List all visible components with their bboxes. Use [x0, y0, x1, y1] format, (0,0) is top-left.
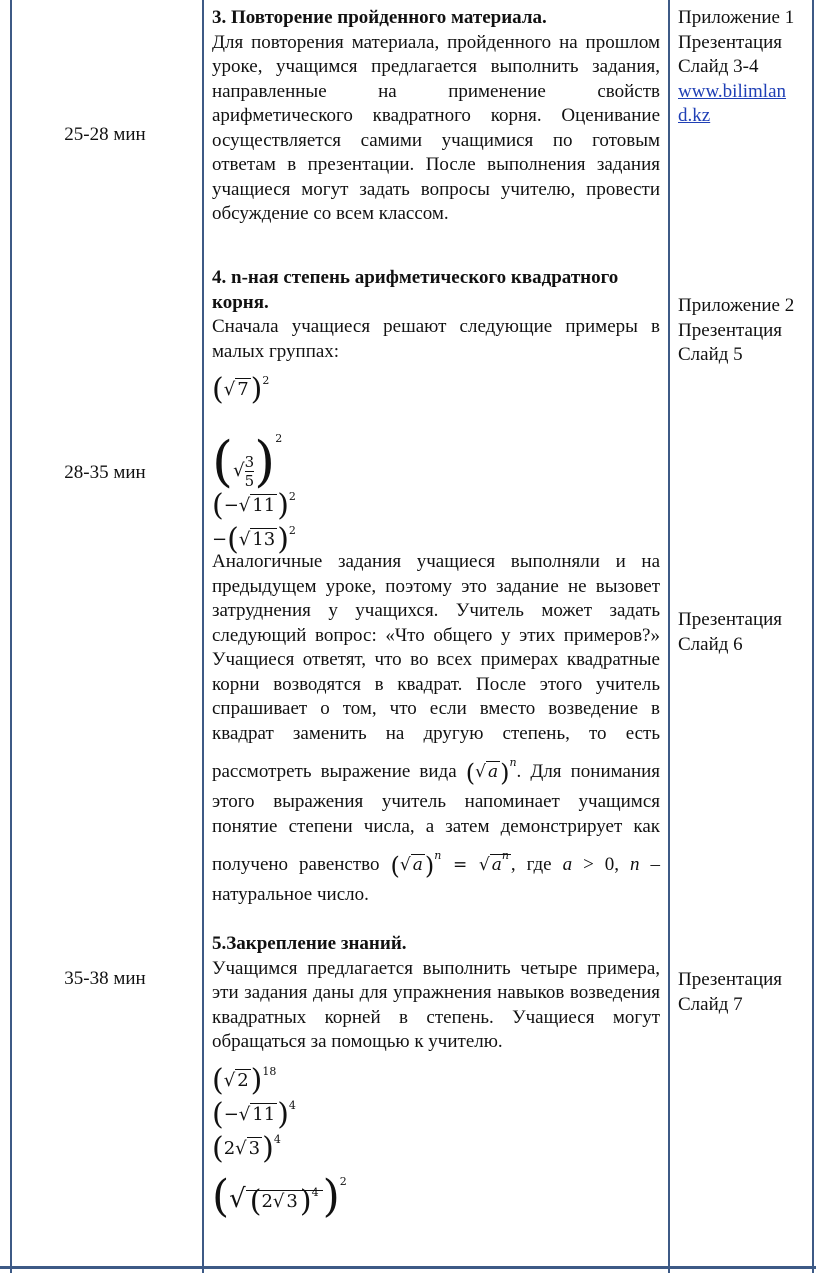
section-5-title: 5.Закрепление знаний.	[212, 933, 407, 954]
section-3	[212, 6, 660, 227]
section-4-body-text: Аналогичные задания учащиеся выполняли и на предыдущем уроке, поэтому это задание не вызовет затруднения у учащихся. Учитель может задать следующий вопрос: «Что общего у этих примеров?» Учащиеся ответят, что во всех примерах квадратные корни возводятся в квадрат. После этого учитель спрашивает о том, что если вместо возведение в квадрат заменить на другую степень, то есть рассмотреть выражение вида	[212, 551, 660, 782]
resources-block-1	[678, 6, 810, 129]
bilimland-link-cont[interactable]: d.kz	[678, 105, 711, 126]
resource-slide-6: Слайд 6	[678, 633, 743, 655]
resources-block-2	[678, 294, 810, 368]
resources-block-4	[678, 968, 810, 1017]
resources-block-3	[678, 608, 810, 657]
section-4-body-text-2: . Для понимания этого выражения учитель напоминает учащимся понятие степени числа, а затем демонстрирует как получено равенство	[212, 761, 661, 875]
exercise-nested-root: (√ (2√ 3)$^4$)$^2$	[212, 1170, 347, 1222]
table-border-left	[10, 0, 12, 1273]
table-border-right	[812, 0, 814, 1273]
resource-presentation-4: Презентация	[678, 969, 783, 990]
time-cell-1: 25-28 мин	[64, 124, 146, 145]
section-4-title: 4. n-ная степень арифметического квадратного корня.	[212, 267, 619, 313]
resource-presentation-1: Презентация	[678, 31, 783, 53]
section-4-body-1: Аналогичные задания учащиеся выполняли и на предыдущем уроке, поэтому это задание не вызовет затруднения у учащихся. Учитель может задать следующий вопрос: «Что общего у этих примеров?» Учащиеся ответят, что во всех примерах квадратные корни возводятся в квадрат. После этого учитель спрашивает о том, что если вместо возведение в квадрат заменить на другую степень, то есть рассмотреть выражение вида (√ a)$^n$. Для понимания этого выражения учитель напоминает учащимся понятие степени числа, а затем демонстрирует как получено равенство (√ a)$^n$ = √ $a^n$ , где a > 0, n – натуральное число.	[212, 551, 661, 905]
example-neg-sqrt-13: −(√ 13)$^2$	[212, 522, 296, 557]
expr-a-positive: a	[562, 854, 573, 875]
resource-slide-5: Слайд 5	[678, 344, 743, 365]
section-4-body-text-3: , где	[510, 854, 552, 875]
section-3-title: 3. Повторение пройденного материала.	[212, 7, 547, 28]
resource-presentation-2: Презентация	[678, 319, 783, 341]
section-5-body: Учащимся предлагается выполнить четыре примера, эти задания даны для упражнения навыков возведения квадратных корней в степень. Учащиеся могут обращаться за помощью к учителю.	[212, 957, 660, 1052]
resource-slide-7: Слайд 7	[678, 993, 743, 1015]
section-4	[212, 266, 660, 908]
table-divider-1	[202, 0, 204, 1273]
table-divider-2	[668, 0, 670, 1273]
expr-identity: (√ a)$^n$ = √ $a^n$	[390, 849, 509, 880]
example-sqrt-7: (√ 7)$^2$	[212, 372, 270, 407]
resource-appendix-2: Приложение 2	[678, 295, 795, 316]
time-cell-2: 28-35 мин	[64, 462, 146, 483]
expr-sqrt-a-n: (√ a)$^n$	[465, 756, 517, 787]
section-4-intro: Сначала учащиеся решают следующие примеры в малых группах:	[212, 316, 660, 362]
exercise-2-sqrt-3: (2√ 3)$^4$	[212, 1130, 281, 1166]
resource-appendix-1: Приложение 1	[678, 7, 795, 28]
section-3-body: Для повторения материала, пройденного на прошлом уроке, учащимся предлагается выполнить задания, направленные на применение свойств арифметического квадратного корня. Оценивание осуществляется самими учащимися по готовым ответам в презентации. После выполнения задания учащиеся могут задать вопросы учителю, провести обсуждение со всем классом.	[212, 31, 660, 224]
resource-slide-3-4: Слайд 3-4	[678, 56, 759, 77]
bilimland-link[interactable]: www.bilimlan	[678, 80, 787, 102]
resource-presentation-3: Презентация	[678, 609, 783, 630]
example-sqrt-3-5: (√ $\frac{3}{5}$ )$^2$	[212, 430, 283, 493]
section-4-body-text-4: – натуральное число.	[212, 854, 660, 905]
section-5	[212, 932, 660, 1222]
time-cell-3: 35-38 мин	[64, 968, 146, 989]
table-border-bottom	[0, 1266, 816, 1269]
expr-n: n	[630, 854, 640, 875]
exercise-sqrt-2: (√ 2)$^{18}$	[212, 1062, 277, 1098]
exercise-neg-sqrt-11: (−√ 11)$^4$	[212, 1096, 296, 1132]
example-neg-sqrt-11: (−√ 11)$^2$	[212, 488, 296, 523]
